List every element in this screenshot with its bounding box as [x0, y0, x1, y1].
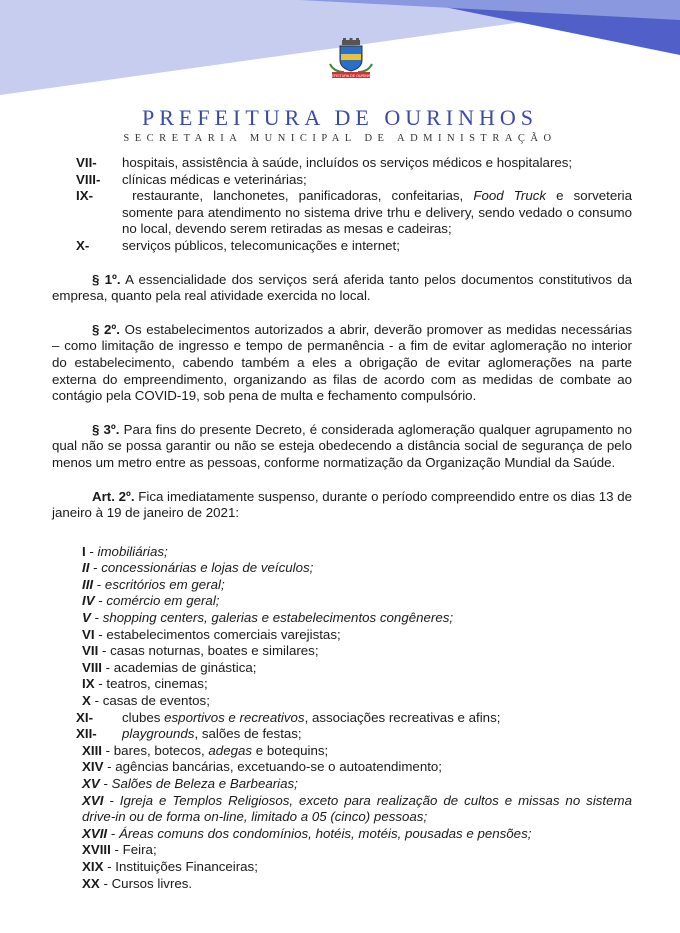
list-item — [52, 155, 632, 172]
document-body — [52, 155, 632, 892]
list-item — [52, 238, 632, 255]
list-item — [52, 188, 632, 238]
item-text: restaurante, lanchonetes, panificadoras, confeitarias, Food Truck e sorveteria somente para atendimento no sistema drive trhu e delivery, sendo vedado o consumo no local, devendo serem retiradas as mesas e cadeiras; — [122, 188, 633, 237]
list-item: XIII - bares, botecos, adegas e botequins; — [82, 742, 329, 758]
list-item: III - escritórios em geral; — [82, 576, 225, 592]
page-subtitle: SECRETARIA MUNICIPAL DE ADMINISTRAÇÃO — [123, 133, 557, 144]
item-number: X- — [76, 237, 90, 253]
list-item: XIV - agências bancárias, excetuando-se o autoatendimento; — [82, 759, 443, 775]
item-number: VII- — [76, 155, 97, 170]
paragraph-1: § 1º. A essencialidade dos serviços será aferida tanto pelos documentos constitutivos da empresa, quanto pela real atividade exercida no local. — [52, 271, 632, 304]
item-text: serviços públicos, telecomunicações e internet; — [122, 237, 400, 253]
list-item: XX - Cursos livres. — [82, 875, 193, 891]
city-coat-of-arms-logo — [328, 38, 374, 82]
paragraph-3: § 3º. Para fins do presente Decreto, é considerada aglomeração qualquer agrupamento no qual não se possa garantir ou não se esteja obedecendo a distância social de segurança de pelo menos um metro entre as pessoas, conforme normatização da Organização Mundial da Saúde. — [52, 421, 632, 470]
list-item: V - shopping centers, galerias e estabelecimentos congêneres; — [82, 610, 454, 626]
item-number: VIII- — [76, 171, 101, 187]
item-text: hospitais, assistência à saúde, incluídos os serviços médicos e hospitalares; — [122, 155, 573, 170]
page-title: PREFEITURA DE OURINHOS — [141, 105, 539, 130]
list-item: XI- clubes esportivos e recreativos, associações recreativas e afins; — [76, 709, 501, 725]
list-item: XV - Salões de Beleza e Barbearias; — [82, 776, 298, 791]
list-item: VIII - academias de ginástica; — [82, 659, 257, 675]
logo-text: PREFEITURA DE OURINHOS — [328, 74, 374, 78]
item-number: IX- — [76, 188, 93, 204]
list-item: XII- playgrounds, salões de festas; — [76, 726, 302, 742]
list-item: X - casas de eventos; — [82, 693, 210, 709]
list-item: VII - casas noturnas, boates e similares; — [82, 643, 319, 659]
article-2: Art. 2º. Fica imediatamente suspenso, durante o período compreendido entre os dias 13 de janeiro à 19 de janeiro de 2021: — [52, 488, 633, 521]
list-item: I - imobiliárias; — [82, 543, 168, 559]
list-item: IX - teatros, cinemas; — [82, 676, 208, 692]
list-item: VI - estabelecimentos comerciais varejistas; — [82, 626, 341, 642]
paragraph-2: § 2º. Os estabelecimentos autorizados a abrir, deverão promover as medidas necessárias – como limitação de ingresso e tempo de permanência - a fim de evitar aglomeração no interior do estabelecimento, cabendo também a eles a obrigação de evitar aglomerações na parte externa do empreendimento, organizando as filas de acordo com as medidas de combate ao contágio pela COVID-19, sob pena de multa e fechamento compulsório. — [52, 321, 632, 404]
list-item: XVI - Igreja e Templos Religiosos, exceto para realização de cultos e missas no sistema drive-in ou de forma on-line, limitado a 05 (cinco) pessoas; — [82, 792, 632, 825]
item-text: clínicas médicas e veterinárias; — [122, 171, 307, 187]
list-item — [52, 172, 632, 189]
list-item: IV - comércio em geral; — [82, 593, 220, 609]
list-item: XIX - Instituições Financeiras; — [82, 858, 258, 874]
list-item: II - concessionárias e lojas de veículos; — [82, 560, 314, 576]
list-item: XVII - Áreas comuns dos condomínios, hotéis, motéis, pousadas e pensões; — [82, 825, 532, 841]
list-item: XVIII - Feira; — [82, 842, 157, 858]
